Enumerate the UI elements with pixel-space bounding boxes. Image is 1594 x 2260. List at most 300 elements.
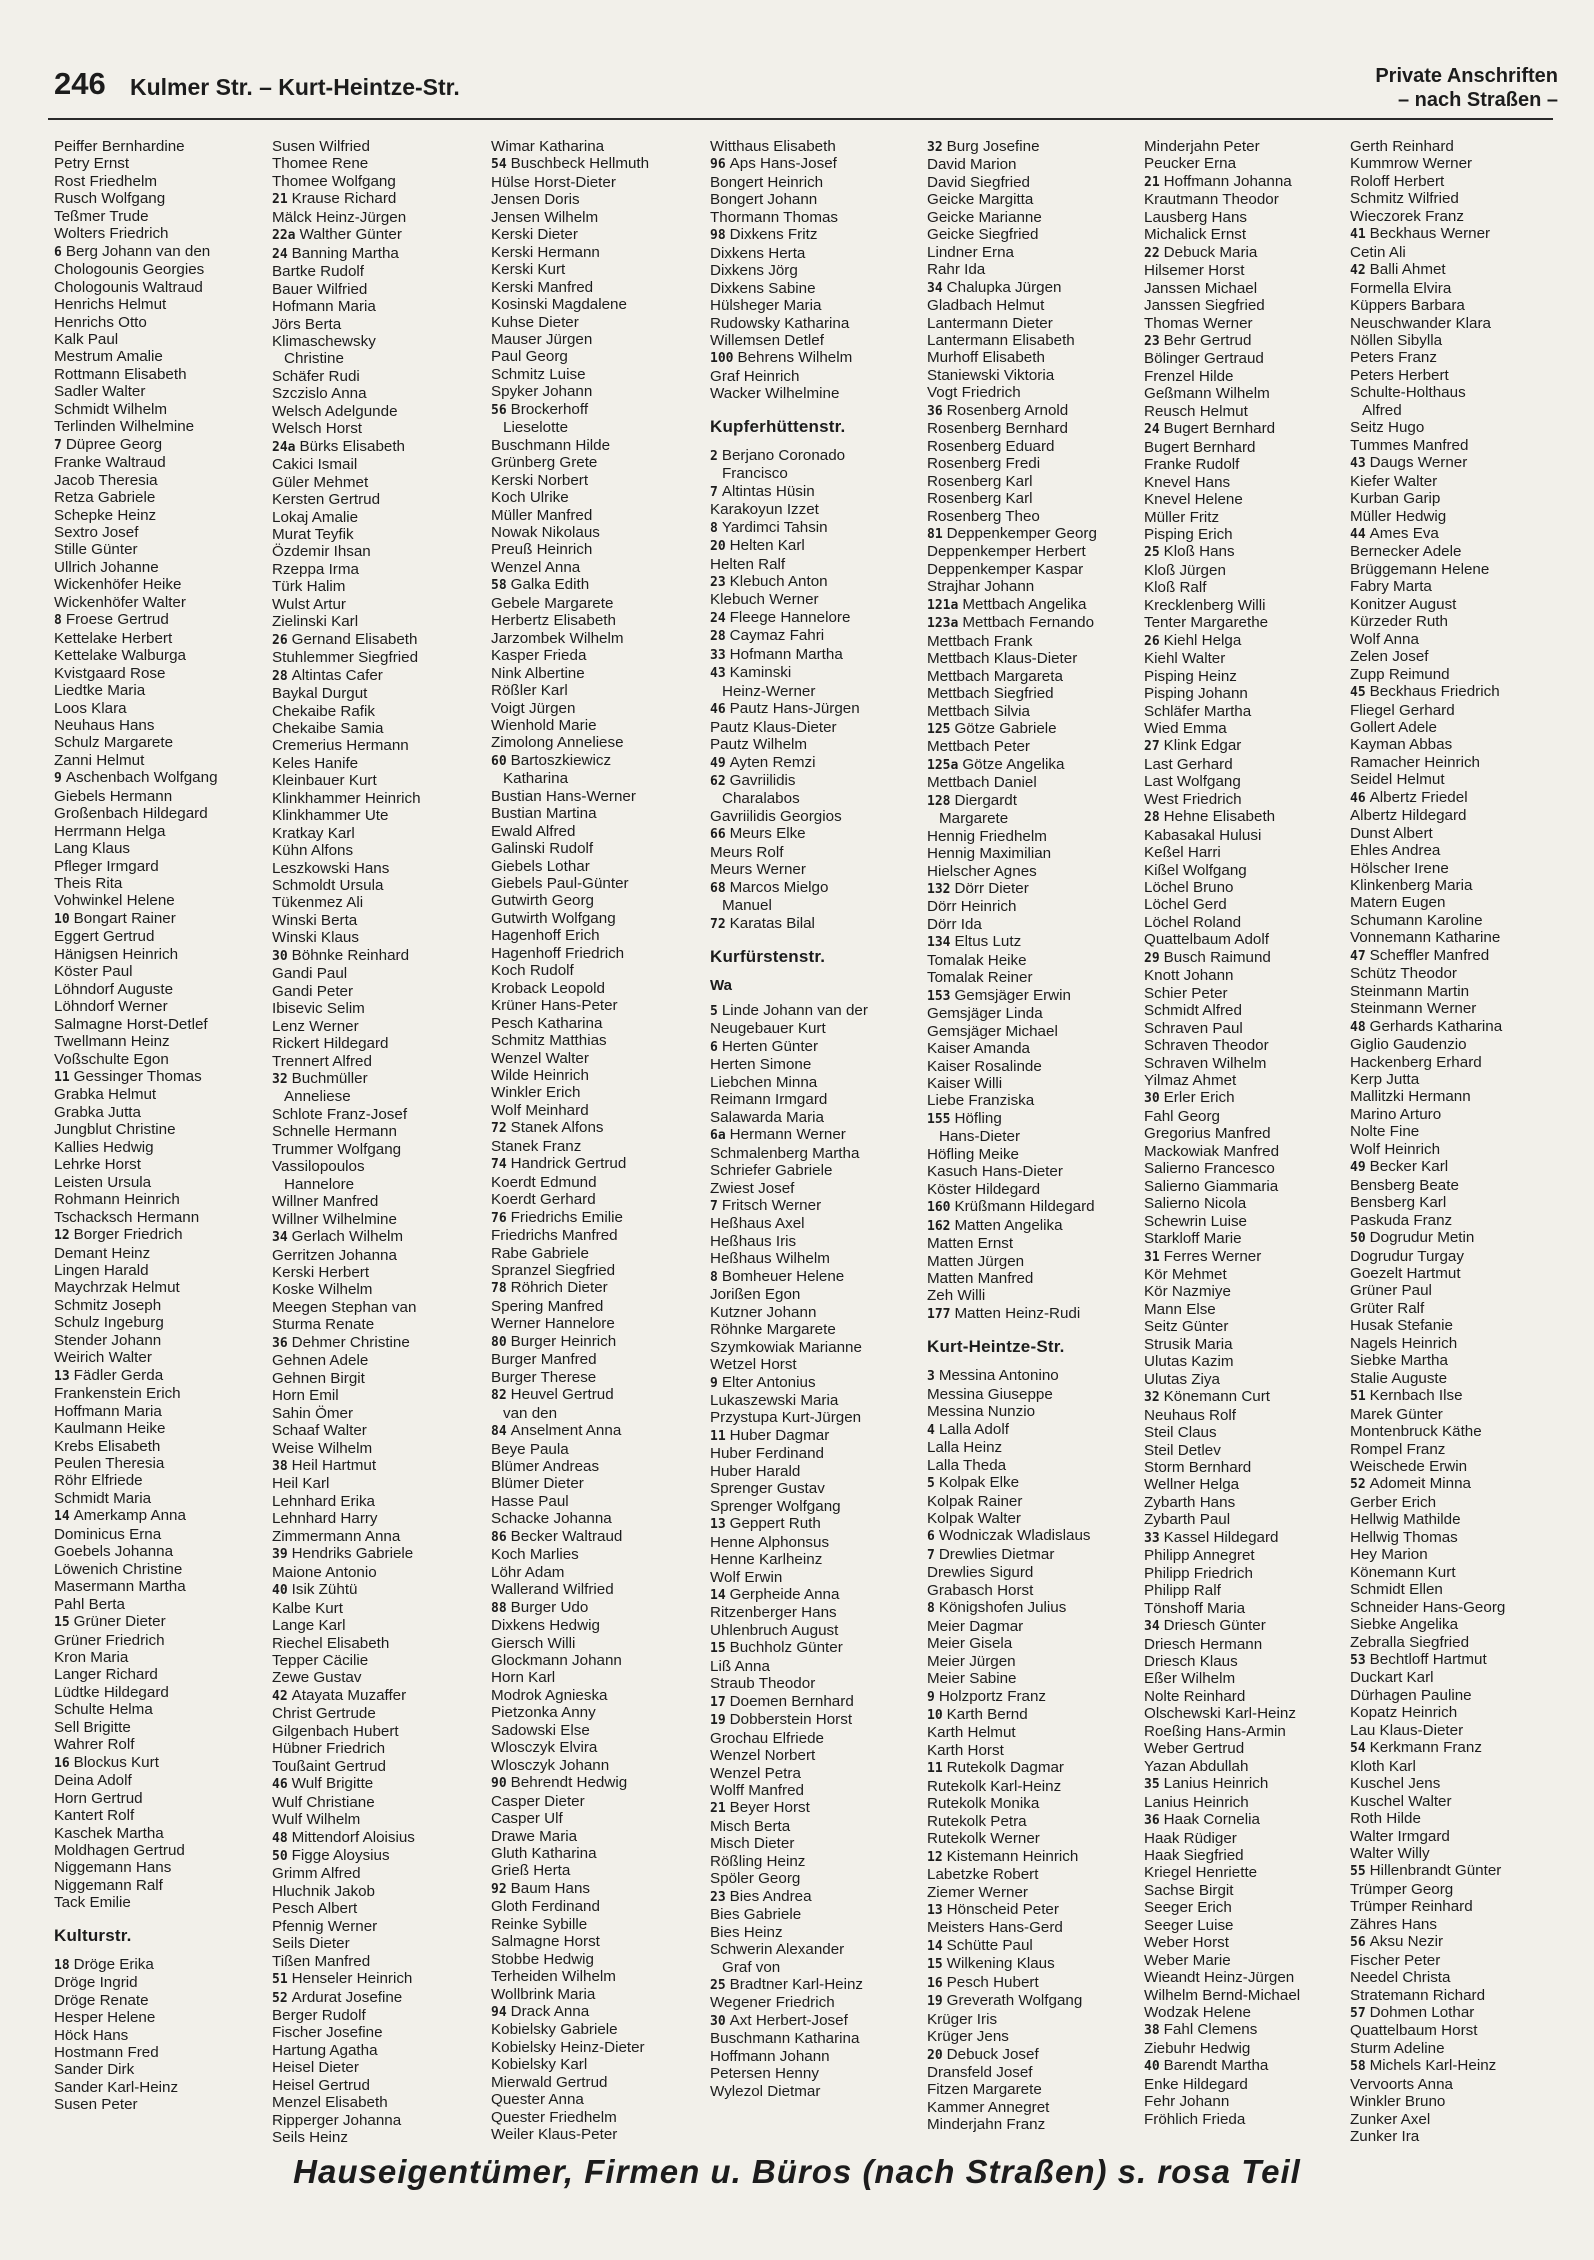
resident-entry xyxy=(927,384,1141,401)
resident-name: Salmagne Horst xyxy=(491,1933,600,1951)
resident-entry xyxy=(272,281,486,298)
resident-entry xyxy=(927,315,1141,332)
resident-entry xyxy=(1350,508,1564,525)
resident-name: Siebke Martha xyxy=(1350,1352,1448,1370)
resident-name: Klinkenberg Maria xyxy=(1350,877,1473,895)
resident-entry xyxy=(272,226,486,244)
resident-name: Spranzel Siegfried xyxy=(491,1262,616,1279)
house-number: 39 xyxy=(272,1547,288,1563)
resident-name: Charalabos xyxy=(722,790,800,808)
page-number: 246 xyxy=(54,66,106,101)
resident-entry xyxy=(1144,896,1358,913)
resident-entry xyxy=(491,1564,705,1581)
resident-name: Höfling Meike xyxy=(927,1145,1020,1163)
resident-name: Goebels Johanna xyxy=(54,1543,174,1561)
resident-entry xyxy=(710,646,924,664)
resident-name: Quattelbaum Adolf xyxy=(1144,931,1269,949)
house-number: 49 xyxy=(1350,1160,1366,1176)
house-number: 84 xyxy=(491,1424,507,1440)
house-number: 56 xyxy=(491,402,507,418)
resident-entry xyxy=(927,473,1141,490)
section-title-line-1: Private Anschriften xyxy=(1375,65,1558,87)
street-heading: Kulturstr. xyxy=(54,1925,132,1945)
resident-entry xyxy=(710,1091,924,1108)
resident-entry xyxy=(491,1774,705,1792)
resident-name: Kriegel Henriette xyxy=(1144,1864,1258,1882)
resident-entry xyxy=(1350,525,1564,543)
resident-entry xyxy=(1350,1141,1564,1158)
resident-entry xyxy=(272,1775,486,1793)
house-number: 55 xyxy=(1350,1864,1366,1880)
resident-entry xyxy=(1144,1108,1358,1125)
house-number: 46 xyxy=(272,1777,288,1793)
resident-name: Voßschulte Egon xyxy=(54,1050,169,1068)
resident-name: Szymkowiak Marianne xyxy=(710,1338,862,1356)
resident-name: Pfleger Irmgard xyxy=(54,857,159,875)
resident-entry xyxy=(1144,1476,1358,1493)
house-number: 121a xyxy=(927,597,959,613)
resident-entry xyxy=(491,1739,705,1756)
house-number: 123a xyxy=(927,616,959,632)
house-number: 36 xyxy=(927,403,943,419)
resident-name: Debuck Josef xyxy=(946,2045,1039,2063)
resident-entry xyxy=(1350,1828,1564,1845)
resident-entry xyxy=(491,1119,705,1137)
resident-entry xyxy=(927,2116,1141,2133)
resident-name: Jarzombek Wilhelm xyxy=(491,629,624,647)
house-number: 38 xyxy=(1144,2023,1160,2039)
resident-name: Götze Gabriele xyxy=(954,719,1057,737)
resident-entry xyxy=(272,667,486,685)
resident-entry xyxy=(272,316,486,333)
house-number: 5 xyxy=(927,1476,935,1492)
resident-entry xyxy=(927,261,1141,278)
resident-name: Burger Udo xyxy=(510,1598,589,1616)
resident-entry xyxy=(927,2099,1141,2116)
resident-entry xyxy=(272,983,486,1000)
resident-entry xyxy=(491,1916,705,1933)
resident-entry xyxy=(1350,2040,1564,2057)
resident-entry xyxy=(710,1604,924,1621)
resident-name: Scheffler Manfred xyxy=(1369,946,1490,964)
house-number: 94 xyxy=(491,2005,507,2021)
resident-entry xyxy=(491,437,705,454)
resident-entry xyxy=(1350,1634,1564,1651)
resident-entry xyxy=(491,927,705,944)
resident-entry xyxy=(927,1474,1141,1492)
resident-entry xyxy=(710,1782,924,1799)
resident-name: Zielinski Karl xyxy=(272,613,359,631)
resident-entry xyxy=(710,1304,924,1321)
resident-name: Wetzel Horst xyxy=(710,1356,797,1374)
name-continuation xyxy=(927,810,1141,827)
house-number: 3 xyxy=(927,1369,935,1385)
resident-name: Quester Anna xyxy=(491,2091,584,2109)
resident-name: Kolpak Elke xyxy=(938,1474,1020,1492)
resident-name: Bartoszkiewicz xyxy=(510,751,612,769)
resident-entry xyxy=(710,501,924,518)
resident-entry xyxy=(710,1994,924,2011)
resident-entry xyxy=(1144,526,1358,543)
resident-entry xyxy=(710,1427,924,1445)
house-number: 5 xyxy=(710,1004,718,1020)
resident-name: Welsch Horst xyxy=(272,420,363,438)
resident-name: Winkler Erich xyxy=(491,1084,581,1102)
resident-name: Atayata Muzaffer xyxy=(291,1686,407,1704)
resident-name: Fritsch Werner xyxy=(721,1197,822,1215)
resident-entry xyxy=(1350,297,1564,314)
resident-name: Horn Gertrud xyxy=(54,1789,143,1807)
resident-entry xyxy=(54,1701,268,1718)
resident-entry xyxy=(1144,543,1358,561)
resident-name: Hoffmann Johanna xyxy=(1163,172,1292,190)
resident-entry xyxy=(710,1268,924,1286)
resident-name: Henrichs Otto xyxy=(54,313,147,331)
resident-entry xyxy=(1350,2022,1564,2039)
resident-entry xyxy=(1350,225,1564,243)
resident-entry xyxy=(710,1765,924,1782)
resident-entry xyxy=(927,1198,1141,1216)
resident-entry xyxy=(54,858,268,875)
resident-name: Schulte Helma xyxy=(54,1701,153,1719)
resident-name: Schwerin Alexander xyxy=(710,1941,845,1959)
resident-name: Stille Günter xyxy=(54,541,138,559)
resident-name: Olschewski Karl-Heinz xyxy=(1144,1705,1296,1723)
resident-entry xyxy=(54,1314,268,1331)
resident-name: Philipp Friedrich xyxy=(1144,1564,1253,1582)
house-number: 12 xyxy=(54,1228,70,1244)
resident-entry xyxy=(1350,1335,1564,1352)
resident-name: Lehrke Horst xyxy=(54,1156,141,1174)
resident-name: Bongert Johann xyxy=(710,191,818,209)
resident-entry xyxy=(272,1387,486,1404)
resident-name: Gladbach Helmut xyxy=(927,297,1045,315)
resident-entry xyxy=(1350,1123,1564,1140)
column-7 xyxy=(1350,138,1564,2146)
resident-name: Krüner Hans-Peter xyxy=(491,997,618,1015)
resident-entry xyxy=(1350,1441,1564,1458)
resident-entry xyxy=(54,1121,268,1138)
resident-name: Kantert Rolf xyxy=(54,1807,135,1825)
resident-name: Weber Gertrud xyxy=(1144,1740,1245,1758)
resident-entry xyxy=(272,368,486,385)
resident-name: Uhlenbruch August xyxy=(710,1621,839,1639)
resident-entry xyxy=(272,1493,486,1510)
resident-entry xyxy=(710,808,924,825)
resident-entry xyxy=(1350,1898,1564,1915)
resident-entry xyxy=(272,613,486,630)
house-number: 7 xyxy=(710,1199,718,1215)
resident-entry xyxy=(272,965,486,982)
resident-entry xyxy=(54,1438,268,1455)
resident-name: Könemann Curt xyxy=(1163,1388,1271,1406)
resident-name: Seitz Günter xyxy=(1144,1318,1229,1336)
resident-entry xyxy=(710,700,924,718)
resident-name: Peters Herbert xyxy=(1350,366,1449,384)
resident-name: Sturm Adeline xyxy=(1350,2039,1445,2057)
resident-name: Ripperger Johanna xyxy=(272,2111,402,2129)
resident-name: Hermann Werner xyxy=(729,1126,846,1144)
resident-entry xyxy=(272,1158,486,1175)
resident-name: Kör Nazmiye xyxy=(1144,1283,1231,1301)
resident-name: Doemen Bernhard xyxy=(729,1692,854,1710)
resident-entry xyxy=(491,174,705,191)
resident-entry xyxy=(1144,1740,1358,1757)
resident-entry xyxy=(927,578,1141,595)
resident-name: Seils Heinz xyxy=(272,2129,348,2147)
resident-name: Gerhards Katharina xyxy=(1369,1017,1503,1035)
resident-name: Storm Bernhard xyxy=(1144,1458,1252,1476)
house-number: 28 xyxy=(1144,810,1160,826)
resident-entry xyxy=(272,1247,486,1264)
resident-entry xyxy=(1350,543,1564,560)
resident-name: Messina Antonino xyxy=(938,1367,1059,1385)
resident-name: Schütz Theodor xyxy=(1350,965,1457,983)
resident-name: Adomeit Minna xyxy=(1369,1475,1471,1493)
resident-name: Behrendt Hedwig xyxy=(510,1774,628,1792)
resident-name: Trennert Alfred xyxy=(272,1052,372,1070)
resident-entry xyxy=(710,1853,924,1870)
resident-name: Bugert Bernhard xyxy=(1163,420,1276,438)
resident-name: Yazan Abdullah xyxy=(1144,1757,1249,1775)
resident-entry xyxy=(491,945,705,962)
resident-entry xyxy=(491,1704,705,1721)
house-number: 16 xyxy=(927,1975,943,1991)
resident-name: Pisping Erich xyxy=(1144,525,1233,543)
resident-entry xyxy=(491,1227,705,1244)
resident-name: Friedrichs Emilie xyxy=(510,1208,623,1226)
resident-entry xyxy=(491,331,705,348)
resident-name: Schraven Theodor xyxy=(1144,1037,1269,1055)
resident-name: Gerlach Wilhelm xyxy=(291,1228,404,1246)
resident-entry xyxy=(491,612,705,629)
resident-name: Stanek Franz xyxy=(491,1137,582,1155)
resident-entry xyxy=(54,208,268,225)
resident-name: Wenzel Norbert xyxy=(710,1747,816,1765)
resident-name: Pahl Berta xyxy=(54,1595,125,1613)
resident-name: Dixkens Herta xyxy=(710,244,806,262)
house-number: 40 xyxy=(272,1583,288,1599)
resident-name: Nöllen Sibylla xyxy=(1350,331,1443,349)
resident-name: Reinke Sybille xyxy=(491,1915,588,1933)
resident-entry xyxy=(710,1870,924,1887)
resident-entry xyxy=(272,1811,486,1828)
resident-entry xyxy=(272,190,486,208)
resident-entry xyxy=(710,1162,924,1179)
resident-entry xyxy=(54,752,268,769)
resident-name: Schmoldt Ursula xyxy=(272,877,384,895)
resident-name: Salierno Nicola xyxy=(1144,1195,1247,1213)
resident-name: Kerkmann Franz xyxy=(1369,1739,1482,1757)
resident-name: Hehne Elisabeth xyxy=(1163,808,1276,826)
resident-name: Rutekolk Karl-Heinz xyxy=(927,1777,1062,1795)
resident-name: Enke Hildegard xyxy=(1144,2075,1248,2093)
resident-name: Niggemann Hans xyxy=(54,1859,172,1877)
resident-name: Schmitz Matthias xyxy=(491,1032,607,1050)
resident-name: Blockus Kurt xyxy=(73,1753,159,1771)
resident-entry xyxy=(491,1102,705,1119)
resident-name: Zimolong Anneliese xyxy=(491,734,624,752)
house-number: 54 xyxy=(1350,1741,1366,1757)
resident-name: Bustian Martina xyxy=(491,805,597,823)
resident-entry xyxy=(54,1490,268,1507)
resident-name: Jensen Doris xyxy=(491,191,580,209)
resident-name: Franke Rudolf xyxy=(1144,456,1240,474)
resident-entry xyxy=(1144,597,1358,614)
resident-entry xyxy=(54,225,268,242)
resident-entry xyxy=(710,1976,924,1994)
house-number: 81 xyxy=(927,526,943,542)
resident-name: Bies Heinz xyxy=(710,1923,783,1941)
resident-entry xyxy=(1144,1442,1358,1459)
resident-name: Gavriilidis Georgios xyxy=(710,807,842,825)
resident-entry xyxy=(1350,825,1564,842)
resident-name: Lalla Adolf xyxy=(938,1420,1009,1438)
resident-entry xyxy=(272,1687,486,1705)
resident-name: Meurs Rolf xyxy=(710,843,784,861)
resident-name: Seitz Hugo xyxy=(1350,419,1425,437)
house-number: 14 xyxy=(54,1509,70,1525)
resident-name: Henne Karlheinz xyxy=(710,1551,823,1569)
resident-name: Hellwig Mathilde xyxy=(1350,1511,1461,1529)
resident-name: Kroback Leopold xyxy=(491,979,605,997)
resident-name: Wodzak Helene xyxy=(1144,2004,1251,2022)
resident-name: Kvistgaard Rose xyxy=(54,664,166,682)
resident-name: Kobielsky Karl xyxy=(491,2056,588,2074)
house-number: 162 xyxy=(927,1218,951,1234)
resident-entry xyxy=(491,2126,705,2143)
resident-name: Spering Manfred xyxy=(491,1297,604,1315)
resident-name: Grabka Helmut xyxy=(54,1086,157,1104)
resident-name: Hesper Helene xyxy=(54,2009,156,2027)
resident-name: Knevel Helene xyxy=(1144,491,1243,509)
name-continuation xyxy=(491,419,705,436)
resident-name: Koske Wilhelm xyxy=(272,1281,373,1299)
resident-name: Strusik Maria xyxy=(1144,1335,1233,1353)
resident-name: Deppenkemper Georg xyxy=(946,524,1097,542)
resident-name: Mauser Jürgen xyxy=(491,330,593,348)
resident-entry xyxy=(710,1515,924,1533)
house-number: 34 xyxy=(1144,1619,1160,1635)
resident-name: Quester Friedhelm xyxy=(491,2108,617,2126)
resident-name: Manuel xyxy=(722,897,772,915)
resident-entry xyxy=(1350,138,1564,155)
resident-name: Graf Heinrich xyxy=(710,367,800,385)
resident-entry xyxy=(272,1053,486,1070)
resident-name: Knott Johann xyxy=(1144,967,1234,985)
resident-entry xyxy=(54,1666,268,1683)
resident-entry xyxy=(1350,454,1564,472)
resident-entry xyxy=(491,1581,705,1598)
resident-entry xyxy=(272,403,486,420)
resident-entry xyxy=(54,1191,268,1208)
resident-entry xyxy=(272,1141,486,1158)
resident-entry xyxy=(54,1859,268,1876)
resident-name: Löchel Bruno xyxy=(1144,879,1234,897)
resident-entry xyxy=(1350,1987,1564,2004)
resident-name: Fabry Marta xyxy=(1350,578,1432,596)
resident-name: Fliegel Gerhard xyxy=(1350,701,1455,719)
section-title-line-2: – nach Straßen – xyxy=(1397,89,1558,111)
resident-name: Rottmann Elisabeth xyxy=(54,365,187,383)
resident-entry xyxy=(1144,1653,1358,1670)
resident-name: Wieandt Heinz-Jürgen xyxy=(1144,1969,1295,1987)
resident-entry xyxy=(710,2012,924,2030)
resident-entry xyxy=(710,2065,924,2082)
resident-name: Dröge Erika xyxy=(73,1955,154,1973)
resident-entry xyxy=(491,1599,705,1617)
resident-entry xyxy=(1144,1248,1358,1266)
resident-name: Steil Claus xyxy=(1144,1424,1217,1442)
resident-entry xyxy=(491,1298,705,1315)
resident-name: Messina Giuseppe xyxy=(927,1385,1053,1403)
resident-entry xyxy=(54,611,268,629)
resident-name: Rößling Heinz xyxy=(710,1852,806,1870)
resident-name: Hagenhoff Erich xyxy=(491,927,600,945)
street-heading: Kupferhüttenstr. xyxy=(710,416,846,436)
resident-name: Roth Hilde xyxy=(1350,1810,1421,1828)
resident-name: Mallitzki Hermann xyxy=(1350,1088,1471,1106)
resident-entry xyxy=(491,1669,705,1686)
resident-entry xyxy=(1144,420,1358,438)
resident-name: Schepke Heinz xyxy=(54,506,157,524)
resident-name: Hagenhoff Friedrich xyxy=(491,944,625,962)
resident-entry xyxy=(54,1033,268,1050)
house-number: 11 xyxy=(710,1428,726,1444)
resident-name: Vassilopoulos xyxy=(272,1158,365,1176)
resident-entry xyxy=(491,1386,705,1404)
house-number: 160 xyxy=(927,1200,951,1216)
resident-entry xyxy=(1350,1687,1564,1704)
resident-name: Deina Adolf xyxy=(54,1772,132,1790)
resident-entry xyxy=(1350,190,1564,207)
column-2 xyxy=(272,138,486,2147)
resident-entry xyxy=(710,719,924,736)
resident-name: Schmidt Wilhelm xyxy=(54,400,168,418)
resident-name: Kettelake Walburga xyxy=(54,647,186,665)
resident-entry xyxy=(1144,827,1358,844)
resident-entry xyxy=(1144,2021,1358,2039)
house-number: 48 xyxy=(1350,1019,1366,1035)
resident-name: Helten Karl xyxy=(729,537,805,555)
resident-entry xyxy=(491,1422,705,1440)
resident-name: Giebels Paul-Günter xyxy=(491,875,629,893)
resident-name: Gutwirth Georg xyxy=(491,892,594,910)
resident-name: Hellwig Thomas xyxy=(1350,1528,1458,1546)
resident-name: Gandi Peter xyxy=(272,982,354,1000)
resident-name: Schmitz Joseph xyxy=(54,1296,162,1314)
resident-name: Kaiser Rosalinde xyxy=(927,1057,1042,1075)
resident-name: Grabka Jutta xyxy=(54,1103,141,1121)
resident-name: Pesch Albert xyxy=(272,1900,358,1918)
resident-name: Grüner Paul xyxy=(1350,1282,1432,1300)
resident-name: Teßmer Trude xyxy=(54,207,149,225)
resident-name: Mittendorf Aloisius xyxy=(291,1828,415,1846)
resident-entry xyxy=(54,173,268,190)
resident-entry xyxy=(54,1472,268,1489)
resident-name: Nowak Nikolaus xyxy=(491,523,600,541)
resident-name: Zunker Axel xyxy=(1350,2110,1431,2128)
resident-name: Kosinski Magdalene xyxy=(491,296,627,314)
resident-name: Friedrichs Manfred xyxy=(491,1227,618,1245)
house-number: 19 xyxy=(927,1994,943,2010)
resident-name: Seeger Luise xyxy=(1144,1916,1234,1934)
resident-entry xyxy=(1144,1143,1358,1160)
resident-entry xyxy=(491,630,705,647)
resident-entry xyxy=(491,1652,705,1669)
resident-name: Heßhaus Iris xyxy=(710,1232,797,1250)
resident-entry xyxy=(272,1405,486,1422)
